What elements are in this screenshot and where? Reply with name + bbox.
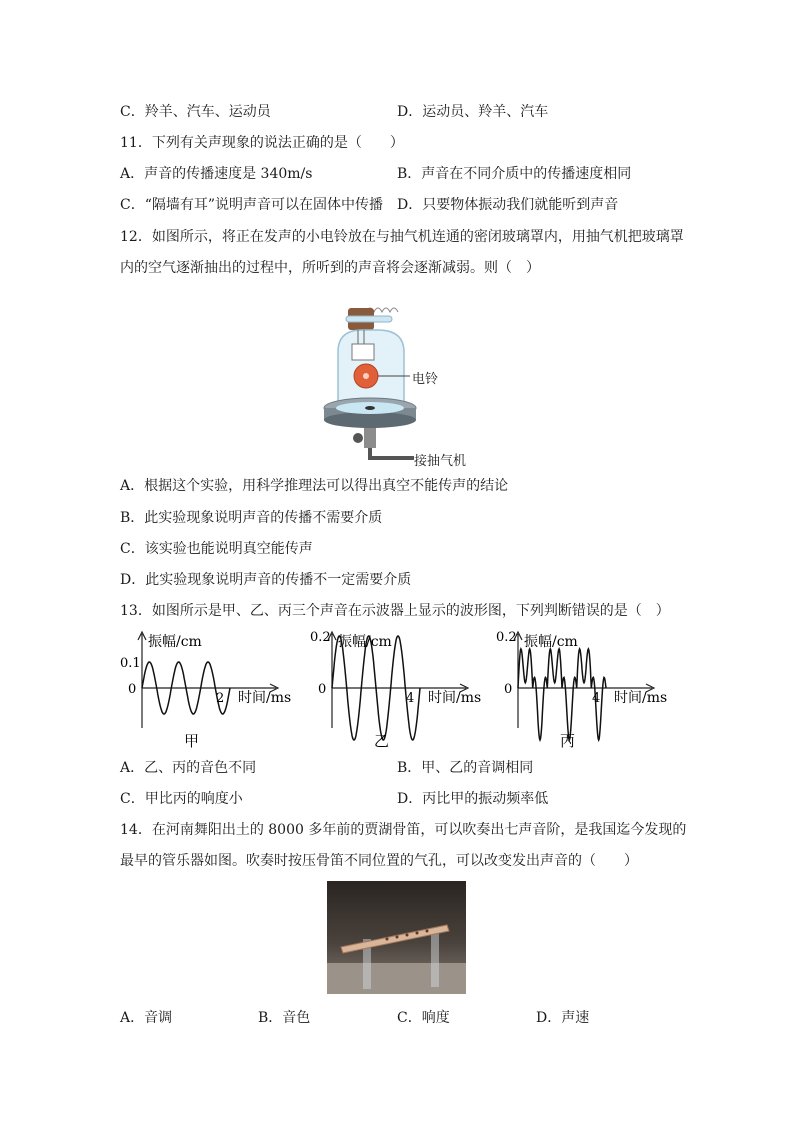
chart-3-xlabel: 时间/ms [614, 690, 668, 706]
q11-option-b: B．声音在不同介质中的传播速度相同 [397, 166, 632, 182]
q13-option-a: A．乙、丙的音色不同 [120, 760, 257, 776]
chart-1-xlabel: 时间/ms [238, 690, 292, 706]
chart-2-ytick-amp: 0.2 [310, 630, 331, 645]
q14-option-c: C．响度 [397, 1010, 450, 1026]
pump-label: 接抽气机 [414, 454, 467, 469]
q11-option-a: A．声音的传播速度是 340m/s [120, 166, 313, 182]
chart-2-xlabel: 时间/ms [428, 690, 482, 706]
q10-option-c: C．羚羊、汽车、运动员 [120, 104, 271, 120]
chart-3-ylabel: 振幅/cm [524, 634, 578, 650]
chart-1-xtick: 2 [216, 691, 225, 706]
q13-stem: 13．如图所示是甲、乙、丙三个声音在示波器上显示的波形图，下列判断错误的是（ ） [120, 603, 670, 619]
q12-stem-line2: 内的空气逐渐抽出的过程中，所听到的声音将会逐渐减弱。则（ ） [120, 260, 540, 276]
chart-2-ytick-zero: 0 [318, 682, 327, 697]
q14-stem-line2: 最早的管乐器如图。吹奏时按压骨笛不同位置的气孔，可以改变发出声音的（ ） [120, 853, 638, 869]
chart-2-ylabel: 振幅/cm [338, 634, 392, 650]
q14-option-d: D．声速 [536, 1010, 590, 1026]
bell-label: 电铃 [412, 372, 439, 387]
q14-stem-line1: 14．在河南舞阳出土的 8000 多年前的贾湖骨笛，可以吹奏出七声音阶，是我国迄今发现的 [120, 822, 687, 838]
q13-option-b: B．甲、乙的音调相同 [397, 760, 534, 776]
chart-1-ytick-amp: 0.1 [120, 656, 141, 671]
chart-3-ytick-zero: 0 [504, 682, 513, 697]
chart-2-xtick: 4 [406, 691, 415, 706]
q13-option-c: C．甲比丙的响度小 [120, 791, 243, 807]
q10-option-d: D．运动员、羚羊、汽车 [397, 104, 549, 120]
q12-option-c: C．该实验也能说明真空能传声 [120, 541, 313, 557]
chart-1-title: 甲 [184, 732, 200, 750]
chart-3-title: 丙 [560, 732, 576, 750]
q14-option-b: B．音色 [258, 1010, 311, 1026]
q11-stem: 11．下列有关声现象的说法正确的是（ ） [120, 135, 404, 151]
chart-3-xtick: 4 [592, 691, 601, 706]
q12-stem-line1: 12．如图所示，将正在发声的小电铃放在与抽气机连通的密闭玻璃罩内，用抽气机把玻璃罩 [120, 229, 684, 245]
q12-option-b: B．此实验现象说明声音的传播不需要介质 [120, 510, 383, 526]
chart-2-title: 乙 [374, 732, 390, 750]
q11-option-d: D．只要物体振动我们就能听到声音 [397, 197, 619, 213]
chart-1-ytick-zero: 0 [128, 682, 137, 697]
bell-jar-figure [318, 292, 478, 472]
chart-3-ytick-amp: 0.2 [496, 630, 517, 645]
q11-option-c: C．“隔墙有耳”说明声音可以在固体中传播 [120, 197, 384, 213]
q12-option-a: A．根据这个实验，用科学推理法可以得出真空不能传声的结论 [120, 478, 509, 494]
chart-1-ylabel: 振幅/cm [148, 634, 202, 650]
q12-option-d: D．此实验现象说明声音的传播不一定需要介质 [120, 572, 412, 588]
bone-flute-photo [327, 881, 466, 994]
q14-option-a: A．音调 [120, 1010, 173, 1026]
q13-option-d: D．丙比甲的振动频率低 [397, 791, 549, 807]
waveform-charts [110, 628, 690, 756]
